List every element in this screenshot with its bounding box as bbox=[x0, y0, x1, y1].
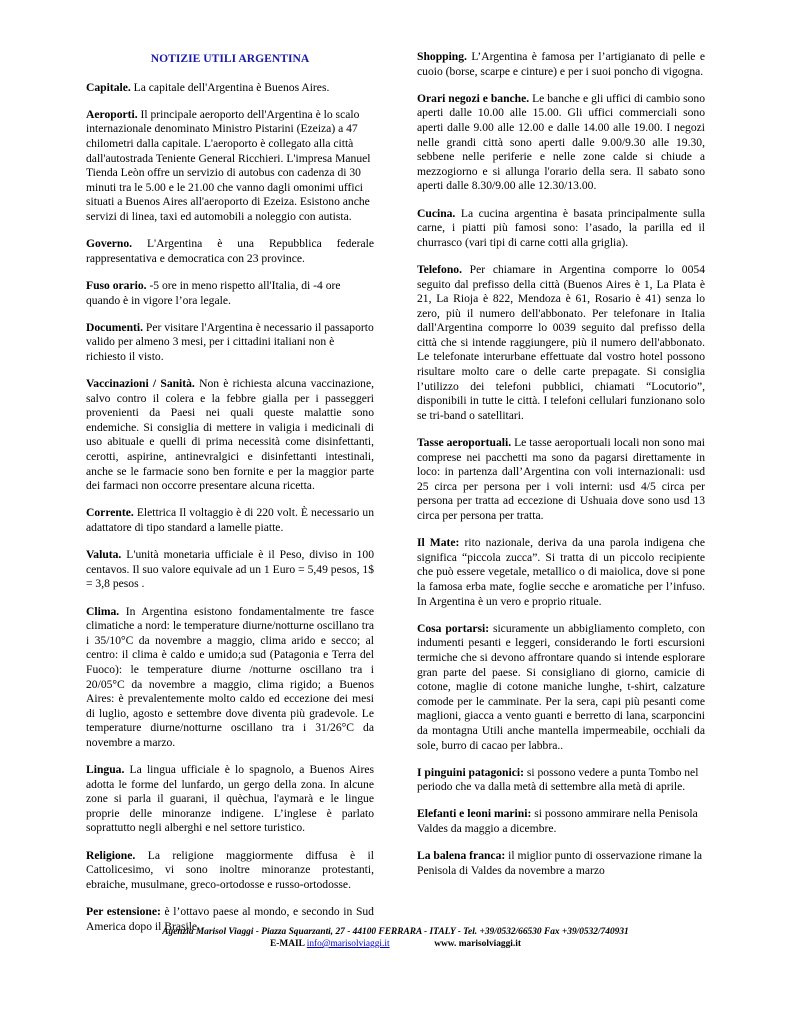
info-paragraph bbox=[86, 108, 374, 225]
paragraph-text: Le banche e gli uffici di cambio sono aperti dalle 10.00 alle 15.00. Gli uffici commerciali sono aperti dalle 9.00 alle 12.00 e dalle 14.00 alle 19.00. I negozi nelle grandi città sono aperti dalle 9.00/9.30 alle 19.30, sebbene nelle periferie e nelle zone calde si chiude a mezzogiorno e si allunga l'orario della sera. Il sabato sono aperti dalle 8.30/9.00 alle 12.30/13.00. bbox=[417, 91, 705, 193]
info-paragraph bbox=[417, 536, 705, 609]
info-paragraph bbox=[417, 849, 705, 878]
paragraph-text: -5 ore in meno rispetto all'Italia, di -4 ore quando è in vigore l’ora legale. bbox=[86, 278, 341, 307]
paragraph-heading: Tasse aeroportuali. bbox=[417, 436, 512, 450]
paragraph-heading: Vaccinazioni / Sanità. bbox=[86, 377, 195, 391]
paragraph-heading: Cucina. bbox=[417, 206, 456, 220]
info-paragraph bbox=[417, 263, 705, 424]
info-paragraph bbox=[417, 207, 705, 251]
info-paragraph bbox=[417, 807, 705, 836]
paragraph-text: rito nazionale, deriva da una parola indigena che significa “piccola zucca”. Si tratta di un piccolo recipiente che può essere vegetale, metallico o di maiolica, dove si pone la famosa erba mate, foglie secche e aromatiche per l’infuso. In Argentina è un vero e proprio rituale. bbox=[417, 536, 705, 608]
info-paragraph bbox=[86, 237, 374, 266]
paragraph-heading: La balena franca: bbox=[417, 849, 506, 863]
info-paragraph bbox=[86, 548, 374, 592]
paragraph-text: La capitale dell'Argentina è Buenos Aires. bbox=[130, 80, 330, 94]
paragraph-heading: Governo. bbox=[86, 237, 133, 251]
paragraph-text: Per visitare l'Argentina è necessario il passaporto valido per almeno 3 mesi, per i cittadini italiani non è richiesto il visto. bbox=[86, 320, 374, 363]
info-paragraph bbox=[86, 81, 374, 96]
left-paragraphs bbox=[86, 81, 374, 935]
paragraph-text: è l’ottavo paese al mondo, e secondo in Sud America dopo il Brasile. bbox=[86, 905, 374, 933]
footer-agency-line: Agenzia Marisol Viaggi - Piazza Squarzanti, 27 - 44100 FERRARA - ITALY - Tel. +39/0532/66530 Fax +39/0532/740931 bbox=[162, 927, 629, 937]
paragraph-heading: Shopping. bbox=[417, 50, 467, 63]
paragraph-text: Le tasse aeroportuali locali non sono mai comprese nei pacchetti ma sono da pagarsi direttamente in loco: in partenza dall’Argentina con voli internazionali: usd 25 circa per persona per i voli interni: usd 4/5 circa per persona per tratta ad eccezione di Ushuaia dove sono usd 13 circa per persona per tratta. bbox=[417, 436, 705, 522]
paragraph-text: L'unità monetaria ufficiale è il Peso, diviso in 100 centavos. Il suo valore equivale ad un 1 Euro = 5,49 pesos, 1$ = 3,8 pesos . bbox=[86, 548, 374, 591]
info-paragraph bbox=[86, 849, 374, 893]
info-paragraph bbox=[86, 605, 374, 751]
paragraph-text: L’Argentina è famosa per l’artigianato di pelle e cuoio (borse, scarpe e cinture) e per i suoi poncho di vigogna. bbox=[417, 50, 705, 78]
footer bbox=[0, 926, 791, 950]
paragraph-heading: Lingua. bbox=[86, 763, 125, 777]
paragraph-text: Non è richiesta alcuna vaccinazione, salvo contro il colera e la febbre gialla per i passeggeri provenienti da Paesi nei quali queste malattie sono endemiche. Si consiglia di mettere in valigia i medicinali di uso abituale e quelli di prima necessità come disinfettanti, cerotti, aspirine, antinevralgici e disinfettanti intestinali, anche se le farmacie sono ben fornite e per la maggior parte dei farmaci non occorre presentare alcuna ricetta. bbox=[86, 377, 375, 493]
paragraph-heading: Fuso orario. bbox=[86, 278, 147, 292]
paragraph-text: si possono ammirare nella Penisola Valdes da maggio a dicembre. bbox=[417, 807, 698, 836]
info-paragraph bbox=[86, 506, 374, 535]
paragraph-text: In Argentina esistono fondamentalmente tre fasce climatiche a nord: le temperature diurne/notturne oscillano tra i 35/10°C da novembre a maggio, clima arido e secco; al centro: il clima è caldo e umido;a sud (Patagonia e Terra del Fuoco): le temperature diurne /notturne oscillano tra i 20/05°C da novembre a maggio, clima rigido; a Buenos Aires: è prevalentemente molto caldo ed eccezione dei mesi di luglio, agosto e settembre dove diventa più gradevole. Le temperature diurne/notturne oscillano tra i 31/26°C da novembre a marzo. bbox=[86, 604, 374, 749]
paragraph-heading: Orari negozi e banche. bbox=[417, 91, 530, 105]
paragraph-text: L'Argentina è una Repubblica federale rappresentativa e democratica con 23 province. bbox=[86, 237, 374, 265]
info-paragraph bbox=[417, 436, 705, 524]
footer-email-link[interactable]: info@marisolviaggi.it bbox=[306, 939, 390, 949]
footer-contact-line bbox=[0, 938, 791, 950]
paragraph-heading: Religione. bbox=[86, 848, 136, 862]
info-paragraph bbox=[86, 377, 374, 494]
info-paragraph bbox=[86, 279, 374, 308]
right-column bbox=[417, 50, 705, 891]
document-title: NOTIZIE UTILI ARGENTINA bbox=[150, 52, 310, 65]
paragraph-heading: Valuta. bbox=[86, 548, 122, 562]
paragraph-heading: Capitale. bbox=[86, 80, 131, 94]
paragraph-heading: Telefono. bbox=[417, 262, 462, 276]
paragraph-heading: Clima. bbox=[86, 604, 120, 618]
paragraph-text: La religione maggiormente diffusa è il Cattolicesimo, vi sono inoltre minoranze protestanti, ebraiche, musulmane, greco-ortodosse e russo-ortodosse. bbox=[86, 848, 374, 891]
paragraph-heading: Elefanti e leoni marini: bbox=[417, 807, 532, 821]
info-paragraph bbox=[417, 50, 705, 79]
info-paragraph bbox=[86, 321, 374, 365]
paragraph-text: Per chiamare in Argentina comporre lo 0054 seguito dal prefisso della città (Buenos Aires è 1, La Plata è 21, La Rioja è 822, Mendoza è 61, Rosario è 41) senza lo zero, più il numero dell'abbonato. Per telefonare in Italia dall'Argentina comporre lo 0039 seguito dal prefisso della città che si intende raggiungere, più il numero dell'abbonato. Le telefonate interurbane effettuate dal vostro hotel possono risultare molto care o delle carte prepagate. Si consiglia l’utilizzo dei telefoni pubblici, chiamati “Locutorio”, disponibili in tutte le città. I telefoni cellulari funzionano solo se tri-band o satellitari. bbox=[417, 262, 705, 422]
paragraph-text: La cucina argentina è basata principalmente sulla carne, i piatti più famosi sono: l’asado, la parilla ed il churrasco (vari tipi di carne cotti alla griglia). bbox=[417, 206, 705, 249]
paragraph-text: Elettrica Il voltaggio è di 220 volt. È necessario un adattatore di tipo standard a lamelle piatte. bbox=[86, 506, 374, 534]
paragraph-text: si possono vedere a punta Tombo nel periodo che va dalla metà di settembre alla metà di aprile. bbox=[417, 765, 699, 794]
footer-email-label: E-MAIL bbox=[270, 939, 305, 949]
paragraph-heading: Documenti. bbox=[86, 320, 143, 334]
paragraph-text: Il principale aeroporto dell'Argentina è lo scalo internazionale denominato Ministro Pistarini (Ezeiza) a 47 chilometri dalla capitale. L'aeroporto è collegato alla città dall'autostrada Teniente General Ricchieri. L'impresa Manuel Tienda Leòn offre un servizio di autobus con cadenza di 30 minuti tra le 5.00 e le 21.00 che vanno dagli omonimi uffici situati a Buenos Aires all'aeroporto di Ezeiza. Esistono anche servizi di linea, taxi ed automobili a noleggio con autista. bbox=[86, 107, 371, 223]
paragraph-text: La lingua ufficiale è lo spagnolo, a Buenos Aires adotta le forme del lunfardo, un gergo della zona. In alcune zone si parla il guarani, il quèchua, l'aymarà e le lingue proprie delle minoranze indigene. L’inglese è parlato soprattutto negli alberghi e nel settore turistico. bbox=[86, 763, 374, 835]
paragraph-heading: Corrente. bbox=[86, 506, 134, 520]
info-paragraph bbox=[417, 622, 705, 753]
paragraph-heading: Cosa portarsi: bbox=[417, 621, 490, 635]
paragraph-heading: I pinguini patagonici: bbox=[417, 765, 524, 779]
paragraph-heading: Per estensione: bbox=[86, 905, 161, 919]
paragraph-text: il miglior punto di osservazione rimane la Penisola di Valdes da novembre a marzo bbox=[417, 849, 702, 877]
paragraph-text: sicuramente un abbigliamento completo, con indumenti pesanti e leggeri, considerando le forti escursioni termiche che si devono affrontare quando si intende esplorare gran parte del paese. Si consigliano di giorno, camicie di cotone, maglie di cotone maniche lunghe, t-shirt, calzature comode per le camminate. Per la sera, capi più pesanti come maglioni, giacca a vento guanti e berretto di lana, scarponcini da montagna Utili anche mantella impermeabile, occhiali da sole, burro di cacao per labbra.. bbox=[417, 621, 705, 752]
info-paragraph bbox=[417, 766, 705, 795]
paragraph-heading: Aeroporti. bbox=[86, 107, 138, 121]
info-paragraph bbox=[417, 92, 705, 194]
right-paragraphs bbox=[417, 50, 705, 878]
paragraph-heading: Il Mate: bbox=[417, 536, 460, 550]
info-paragraph bbox=[86, 763, 374, 836]
footer-website: www. marisolviaggi.it bbox=[434, 939, 521, 949]
left-column bbox=[86, 50, 374, 947]
